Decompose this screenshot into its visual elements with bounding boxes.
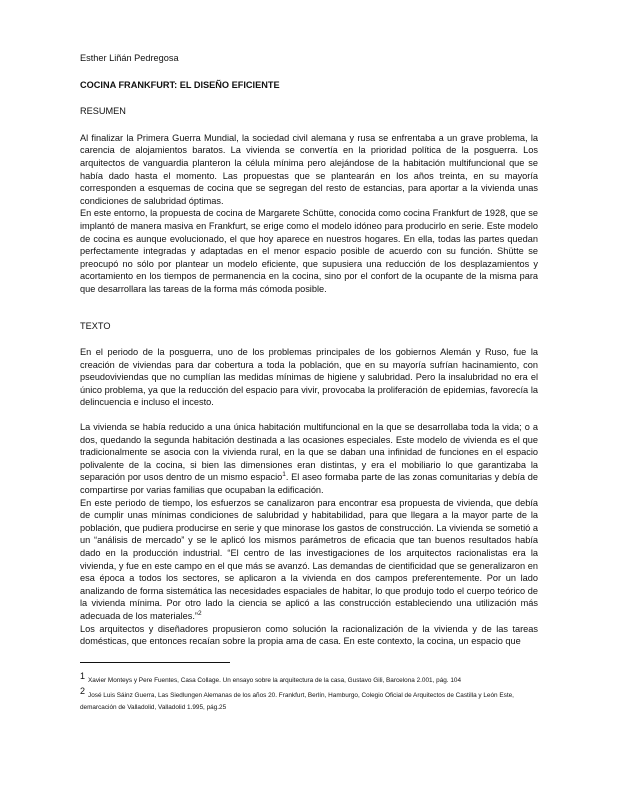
section-spacer [80, 296, 538, 320]
footnote-2-number: 2 [80, 686, 86, 697]
author-name: Esther Liñán Pedregosa [80, 53, 179, 63]
footnote-separator [80, 662, 230, 663]
footnote-2-text: José Luis Sáinz Guerra, Las Siedlungen Alemanas de los años 20. Frankfurt, Berlín, Hamburgo, Colegio Oficial de Arquitectos de Castilla y León Este, demarcación de Valladolid, Valladolid 1.995, pág.25 [80, 692, 514, 711]
texto-heading: TEXTO [80, 320, 111, 331]
document-page [80, 52, 538, 713]
texto-paragraph-3 [80, 497, 538, 623]
texto-paragraph-2-part-b: . El aseo formaba parte de las zonas comunitarias y debía de compartirse por varias familias que ocupaban la edificación. [80, 472, 538, 496]
document-title: COCINA FRANKFURT: EL DISEÑO EFICIENTE [80, 79, 280, 90]
texto-paragraph-2-part-a: La vivienda se había reducido a una única habitación multifuncional en la que se desarrollaba toda la vida; o a dos, quedando la segunda habitación destinada a las ocasiones especiales. Este modelo de vivienda es el que tradicionalmente se asocia con la vivienda rural, en la que se daban una infinidad de funciones en el espacio polivalente de la cocina, si bien las dimensiones eran distintas, y era el mobiliario lo que garantizaba la separación por usos dentro de un mismo espacio [80, 422, 538, 483]
texto-paragraph-4: Los arquitectos y diseñadores propusieron como solución la racionalización de la vivienda y de las tareas domésticas, que entonces recaían sobre la propia ama de casa. En este contexto, la cocina, un espacio que [80, 623, 538, 647]
resumen-paragraph-1: Al finalizar la Primera Guerra Mundial, la sociedad civil alemana y rusa se enfrentaba a un grave problema, la carencia de alojamientos baratos. La vivienda se convertía en la prioridad política de la posguerra. Los arquitectos de vanguardia planteron la célula mínima pero alejándose de la habitación multifuncional que se había dado hasta el momento. Las propuestas que se plantearán en los años treinta, en su mayoría corresponden a esquemas de cocina que se segregan del resto de estancias, para aportar a la vivienda unas condiciones de salubridad óptimas. [80, 132, 538, 206]
texto-paragraph-2 [80, 421, 538, 497]
footnote-1 [80, 671, 538, 686]
footnote-1-number: 1 [80, 670, 86, 681]
resumen-paragraph-2: En este entorno, la propuesta de cocina de Margarete Schütte, conocida como cocina Frankfurt de 1928, que se implantó de manera masiva en Frankfurt, se erige como el modelo idóneo para producirlo en serie. Este modelo de cocina es aunque evolucionado, el que hoy aparece en nuestros hogares. En ella, todas las partes quedan perfectamente integradas y adaptadas en el menor espacio posible de acuerdo con su función. Shütte se preocupó no sólo por plantear un modelo eficiente, que supusiera una reducción de los desplazamientos y acortamiento en los tiempos de permanencia en la cocina, sino por el confort de la ocupante de la misma para que desarrollara las tareas de la forma más cómoda posible. [80, 208, 538, 294]
footnote-ref-2[interactable]: 2 [197, 609, 202, 617]
texto-paragraph-1: En el periodo de la posguerra, uno de los problemas principales de los gobiernos Alemán y Ruso, fue la creación de viviendas para dar cobertura a toda la población, que en su mayoría sufrían hacinamiento, con pseudoviviendas que no cumplían las medidas mínimas de higiene y salubridad. Pero la insalubridad no era el único problema, ya que la reducción del espacio para vivir, provocaba la proliferación de epidemias, favorecía la delincuencia e incluso el incesto. [80, 347, 538, 408]
resumen-heading: RESUMEN [80, 106, 126, 117]
footnote-1-text: Xavier Monteys y Pere Fuentes, Casa Collage. Un ensayo sobre la arquitectura de la casa, Gustavo Gili, Barcelona 2.001, pág. 104 [88, 676, 462, 684]
footnote-2 [80, 686, 538, 713]
texto-paragraph-3-text: En este periodo de tiempo, los esfuerzos se canalizaron para encontrar esa propuesta de vivienda, que debía de cumplir unas mínimas condiciones de salubridad y habitabilidad, para que llegara a la mayor parte de la población, que pudiera producirse en serie y que minorase los gastos de construcción. La vivienda se sometió a un “análisis de mercado” y se le aplicó los mismos parámetros de eficacia que tan buenos resultados había dado en la producción industrial. “El centro de las investigaciones de los arquitectos racionalistas era la vivienda, y fue en este campo en el que más se avanzó. Las demandas de cientificidad que se generalizaron en esa época a todos los sectores, se aplicaron a la vivienda en dos campos preferentemente. Por un lado analizando de forma sistemática las necesidades espaciales de habitar, lo que produjo todo el cuerpo teórico de la vivienda mínima. Por otro lado la ciencia se aplicó a las construcción estableciendo una utilización más adecuada de los materiales.” [80, 497, 538, 621]
footnote-ref-1[interactable]: 1 [282, 471, 286, 479]
